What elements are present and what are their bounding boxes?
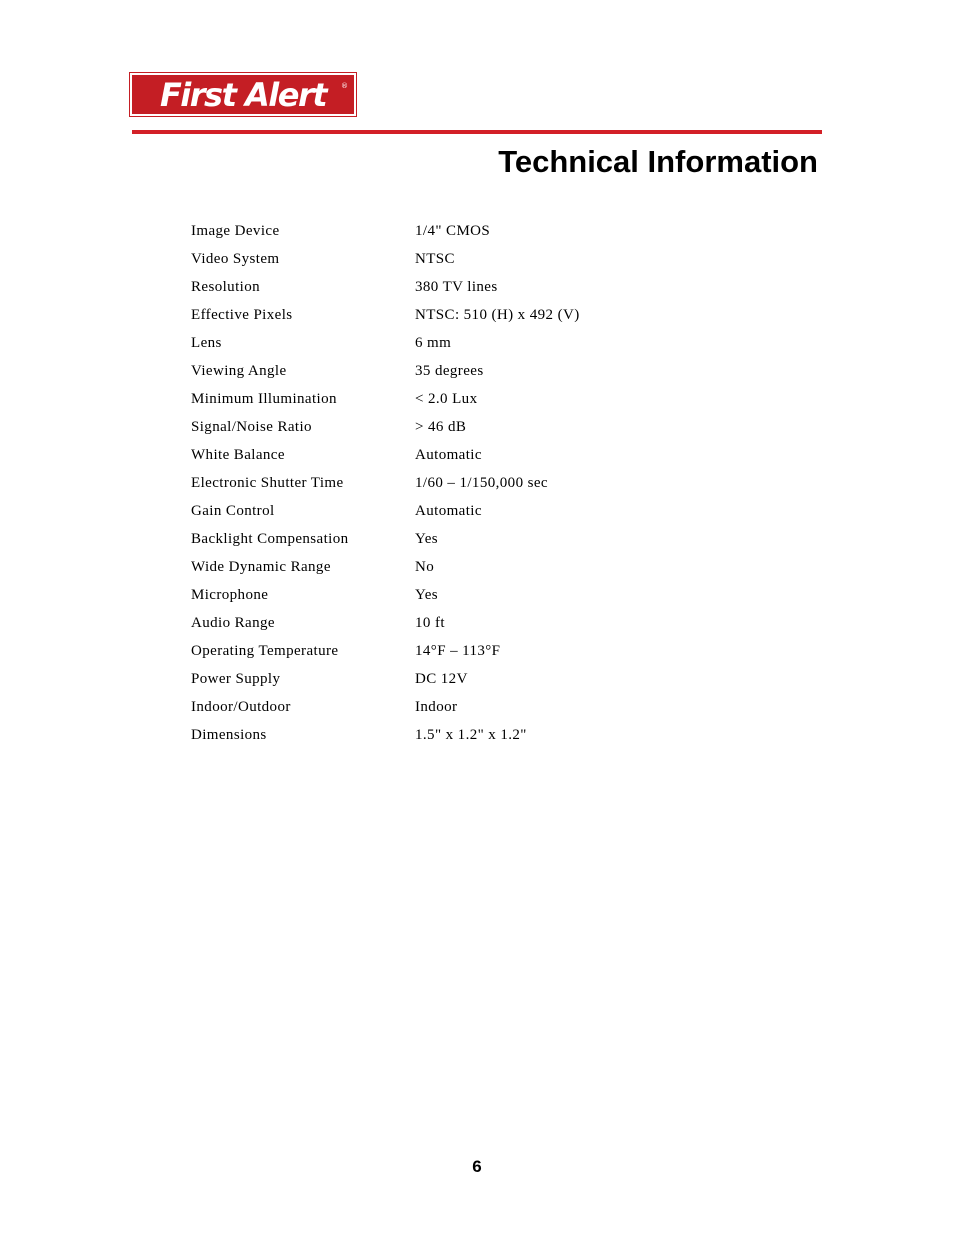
spec-label: Microphone <box>191 586 269 603</box>
spec-row <box>191 441 580 469</box>
spec-row <box>191 665 580 693</box>
spec-row <box>191 469 580 497</box>
spec-value: 1/60 – 1/150,000 sec <box>415 474 548 491</box>
spec-value: Automatic <box>415 502 482 519</box>
spec-label: Power Supply <box>191 670 281 687</box>
spec-row <box>191 385 580 413</box>
spec-row <box>191 357 580 385</box>
page-number: 6 <box>472 1157 482 1176</box>
spec-value: Yes <box>415 530 439 547</box>
spec-row <box>191 581 580 609</box>
spec-label: Minimum Illumination <box>191 390 337 407</box>
first-alert-logo <box>130 73 356 116</box>
page-title: Technical Information <box>498 144 818 179</box>
spec-label: Video System <box>191 250 280 267</box>
spec-label: Operating Temperature <box>191 642 339 659</box>
spec-value: DC 12V <box>415 670 468 687</box>
spec-value: > 46 dB <box>415 418 467 435</box>
logo-text: First Alert <box>159 75 327 114</box>
header-rule <box>132 130 822 134</box>
spec-row <box>191 413 580 441</box>
spec-row <box>191 497 580 525</box>
spec-value: 35 degrees <box>415 362 484 379</box>
spec-label: Wide Dynamic Range <box>191 558 331 575</box>
spec-value: 1.5" x 1.2" x 1.2" <box>415 726 527 743</box>
spec-value: 14°F – 113°F <box>415 642 501 659</box>
spec-label: Indoor/Outdoor <box>191 698 291 715</box>
spec-label: Gain Control <box>191 502 275 519</box>
spec-value: Automatic <box>415 446 482 463</box>
spec-row <box>191 637 580 665</box>
registered-mark: ® <box>341 82 348 90</box>
spec-row <box>191 245 580 273</box>
spec-value: 380 TV lines <box>415 278 498 295</box>
spec-value: 6 mm <box>415 334 452 351</box>
spec-label: Backlight Compensation <box>191 530 349 547</box>
spec-value: 10 ft <box>415 614 445 631</box>
spec-row <box>191 721 580 749</box>
spec-value: 1/4" CMOS <box>415 222 491 239</box>
spec-value: Yes <box>415 586 439 603</box>
spec-row <box>191 217 580 245</box>
spec-row <box>191 525 580 553</box>
spec-value: NTSC <box>415 250 455 267</box>
spec-value: No <box>415 558 435 575</box>
spec-label: Electronic Shutter Time <box>191 474 344 491</box>
spec-label: Image Device <box>191 222 280 239</box>
spec-label: Audio Range <box>191 614 275 631</box>
spec-row <box>191 693 580 721</box>
spec-label: White Balance <box>191 446 285 463</box>
spec-table <box>191 217 580 749</box>
spec-row <box>191 609 580 637</box>
spec-label: Effective Pixels <box>191 306 293 323</box>
spec-value: < 2.0 Lux <box>415 390 478 407</box>
spec-row <box>191 329 580 357</box>
spec-value: Indoor <box>415 698 458 715</box>
spec-row <box>191 301 580 329</box>
spec-value: NTSC: 510 (H) x 492 (V) <box>415 306 580 323</box>
spec-label: Dimensions <box>191 726 267 743</box>
spec-row <box>191 553 580 581</box>
spec-label: Signal/Noise Ratio <box>191 418 312 435</box>
spec-label: Resolution <box>191 278 261 295</box>
spec-label: Viewing Angle <box>191 362 287 379</box>
spec-row <box>191 273 580 301</box>
spec-label: Lens <box>191 334 222 351</box>
